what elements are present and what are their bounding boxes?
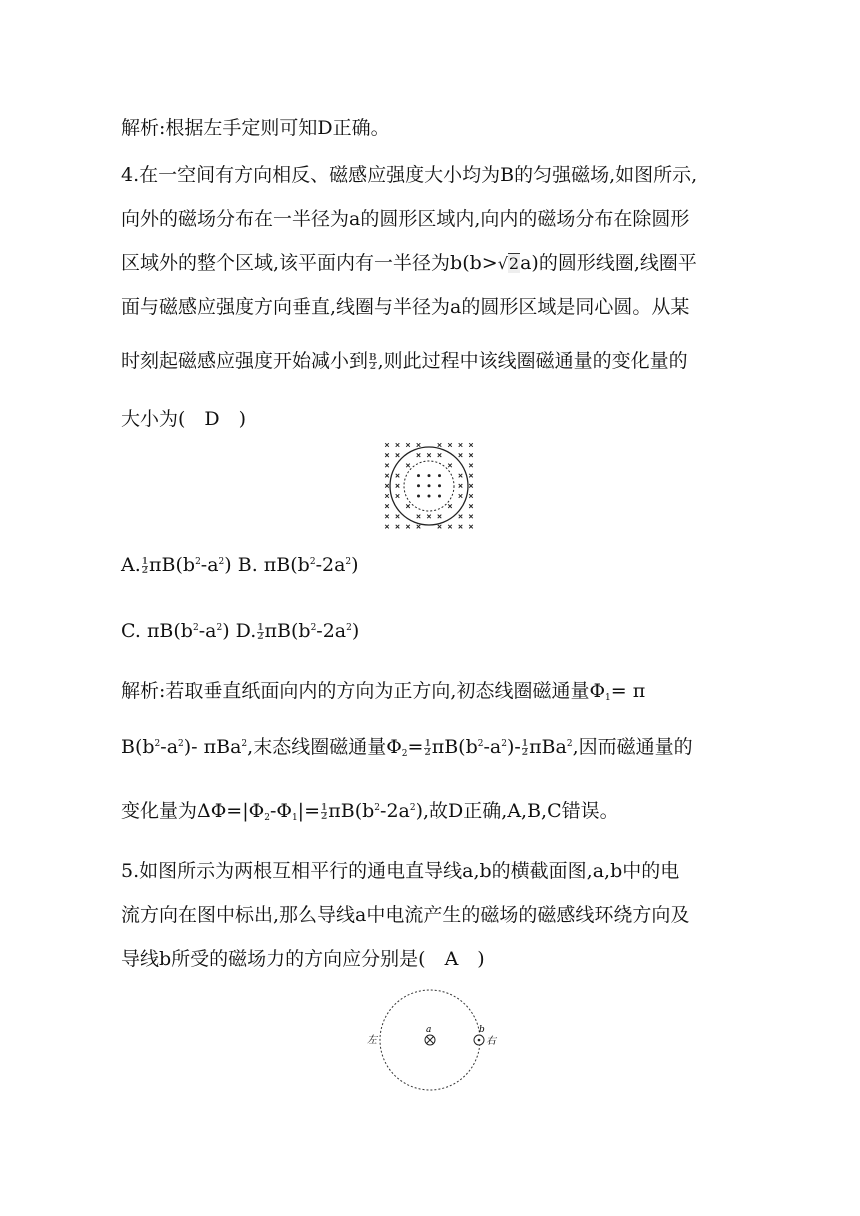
analysis-q4-line3: 变化量为$\Delta\Phi=|\Phi_2-\Phi_1|=$ $\frac{1}{2}$ $\pi B(b^2-2a^2)$,故D正确,A,B,C错误。 <box>121 800 619 823</box>
field-cross <box>406 443 410 447</box>
field-cross <box>385 474 389 478</box>
q4-line3-a: 区域外的整个区域,该平面内有一半径为b(b> <box>121 252 498 274</box>
field-cross <box>469 464 473 468</box>
analysis-q3: 解析:根据左手定则可知D正确。 <box>121 117 390 139</box>
field-cross <box>396 443 400 447</box>
field-cross <box>396 525 400 529</box>
field-dot <box>417 484 420 487</box>
q4-line1: 4.在一空间有方向相反、磁感应强度大小均为B的匀强磁场,如图所示, <box>121 164 698 186</box>
field-cross <box>459 525 463 529</box>
option-c: C. $\pi B(b^2-a^2)$ <box>121 620 230 642</box>
analysis-q4-line2: $B(b^2-a^2)-$ πBa$^2$,末态线圈磁通量$\Phi_2=$ $\frac{1}{2}$ $\pi B(b^2-a^2)-$ $\frac{1}{2}$ πBa$^2$,因而磁通量的 <box>121 736 693 759</box>
field-cross <box>417 525 421 529</box>
q4-line5-a: 时刻起磁感应强度开始减小到 <box>121 350 369 372</box>
field-cross <box>396 474 400 478</box>
field-cross <box>469 525 473 529</box>
q5-line3: 导线b所受的磁场力的方向应分别是( A ) <box>121 948 485 970</box>
field-cross <box>469 494 473 498</box>
field-dot <box>438 484 441 487</box>
q5-figure-wires <box>360 988 500 1092</box>
q4-line3 <box>121 254 697 273</box>
field-cross <box>417 453 421 457</box>
field-dot <box>417 495 420 498</box>
q4-line4: 面与磁感应强度方向垂直,线圈与半径为a的圆形区域是同心圆。从某 <box>121 296 690 318</box>
q5-line2: 流方向在图中标出,那么导线a中电流产生的磁场的磁感线环绕方向及 <box>121 904 690 926</box>
field-cross <box>385 504 389 508</box>
field-cross <box>459 515 463 519</box>
fraction: $\frac{B}{2}$ <box>369 352 377 372</box>
outward-field-dots <box>417 474 441 497</box>
field-cross <box>396 484 400 488</box>
field-cross <box>448 443 452 447</box>
field-cross <box>459 443 463 447</box>
q4-line3-b: a)的圆形线圈,线圈平 <box>520 252 697 274</box>
option-a: A. $\frac{1}{2}$ $\pi B(b^2-a^2)$ <box>121 554 232 576</box>
options-row-ab <box>121 556 359 575</box>
field-cross <box>385 464 389 468</box>
field-cross <box>469 453 473 457</box>
field-cross <box>459 474 463 478</box>
field-cross <box>469 474 473 478</box>
field-dot <box>417 474 420 477</box>
field-dot <box>428 495 431 498</box>
field-cross <box>469 443 473 447</box>
wire-b-label: b <box>479 1025 485 1035</box>
field-cross <box>448 525 452 529</box>
field-dot <box>428 484 431 487</box>
field-cross <box>406 525 410 529</box>
field-cross <box>396 453 400 457</box>
option-b: B. $\pi B(b^2-2a^2)$ <box>237 554 359 576</box>
field-cross <box>438 515 442 519</box>
left-label: 左 <box>367 1035 377 1046</box>
field-cross <box>385 453 389 457</box>
field-cross <box>406 464 410 468</box>
q4-figure-magnetic-field <box>382 440 476 532</box>
field-cross <box>469 515 473 519</box>
q5-line1: 5.如图所示为两根互相平行的通电直导线a,b的横截面图,a,b中的电 <box>121 860 680 882</box>
wire-a-label: a <box>426 1025 432 1035</box>
options-row-cd <box>121 622 359 641</box>
field-cross <box>438 453 442 457</box>
field-cross <box>385 484 389 488</box>
sqrt-symbol: √2 <box>497 254 520 273</box>
field-cross <box>396 515 400 519</box>
field-cross <box>459 494 463 498</box>
field-dot <box>438 495 441 498</box>
q4-line5-b: ,则此过程中该线圈磁通量的变化量的 <box>377 350 688 372</box>
q4-line6: 大小为( D ) <box>121 408 247 430</box>
field-cross <box>448 464 452 468</box>
field-cross <box>385 443 389 447</box>
field-cross <box>459 484 463 488</box>
option-d: D. $\frac{1}{2}$ $\pi B(b^2-2a^2)$ <box>235 620 360 642</box>
field-cross <box>438 525 442 529</box>
field-cross <box>469 504 473 508</box>
field-cross <box>448 504 452 508</box>
q4-line5 <box>121 352 688 371</box>
right-label: 右 <box>486 1036 496 1047</box>
wire-b-out-of-page-icon <box>474 1035 484 1045</box>
field-cross <box>469 484 473 488</box>
field-cross <box>396 494 400 498</box>
field-cross <box>417 443 421 447</box>
field-cross <box>459 453 463 457</box>
field-cross <box>406 504 410 508</box>
field-cross <box>427 453 431 457</box>
field-cross <box>417 515 421 519</box>
field-cross <box>438 443 442 447</box>
field-cross <box>427 515 431 519</box>
field-cross <box>385 494 389 498</box>
field-cross <box>385 515 389 519</box>
q4-line2: 向外的磁场分布在一半径为a的圆形区域内,向内的磁场分布在除圆形 <box>121 208 690 230</box>
field-dot <box>438 474 441 477</box>
wire-a-into-page-icon <box>425 1035 435 1045</box>
analysis-q4-line1: 解析:若取垂直纸面向内的方向为正方向,初态线圈磁通量$\Phi_1= \pi$ <box>121 680 646 703</box>
field-cross <box>385 525 389 529</box>
field-dot <box>428 474 431 477</box>
